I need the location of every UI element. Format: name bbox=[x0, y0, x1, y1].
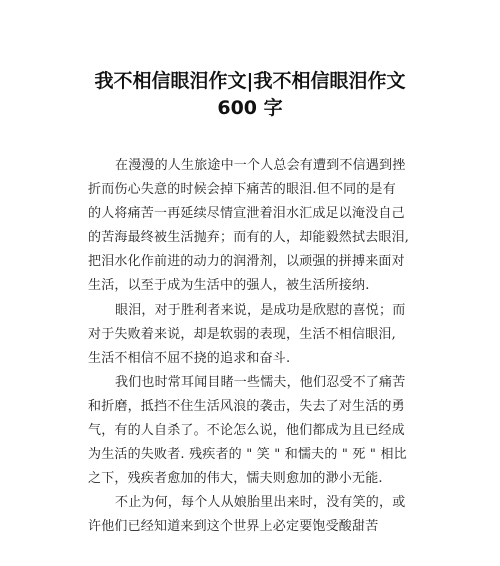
text-line: 对于失败着来说，却是软弱的表现，生活不相信眼泪, bbox=[88, 326, 396, 342]
document-title bbox=[40, 68, 460, 122]
text-line: 把泪水化作前进的动力的润滑剂，以顽强的拼搏来面对 bbox=[88, 254, 405, 270]
text-line: 眼泪，对于胜利者来说，是成功是欣慰的喜悦；而 bbox=[115, 302, 406, 318]
text-line: 为生活的失败者. 残疾者的 " 笑 " 和懦夫的 " 死 " 相比 bbox=[88, 447, 407, 463]
text-line: 气，有的人自杀了。不论怎么说，他们都成为且已经成 bbox=[88, 423, 405, 439]
text-line: 生活，以至于成为生活中的强人，被生活所接纳. bbox=[88, 278, 370, 294]
text-line: 折而伤心失意的时候会掉下痛苦的眼泪.但不同的是有 bbox=[88, 182, 396, 198]
text-line: 生活不相信不屈不挠的追求和奋斗. bbox=[88, 350, 291, 366]
text-line: 的人将痛苦一再延续尽情宣泄着泪水汇成足以淹没自己 bbox=[88, 206, 405, 222]
text-line: 和折磨，抵挡不住生活风浪的袭击，失去了对生活的勇 bbox=[88, 398, 405, 414]
text-line: 在漫漫的人生旅途中一个人总会有遭到不信遇到挫 bbox=[115, 158, 406, 173]
text-line: 不止为何，每个人从娘胎里出来时，没有笑的，或 bbox=[115, 495, 406, 511]
title-line-1: 我不相信眼泪作文|我不相信眼泪作文 bbox=[94, 70, 406, 92]
text-line: 的苦海最终被生活抛弃；而有的人，却能毅然拭去眼泪, bbox=[88, 230, 410, 246]
title-line-2: 600 字 bbox=[217, 97, 283, 119]
text-line: 许他们已经知道来到这个世界上必定要饱受酸甜苦 bbox=[88, 519, 379, 535]
text-line: 我们也时常耳闻目睹一些懦夫，他们忍受不了痛苦 bbox=[115, 374, 406, 390]
text-line: 之下，残疾者愈加的伟大，懦夫则愈加的渺小无能. bbox=[88, 471, 383, 487]
document-body bbox=[88, 154, 428, 540]
